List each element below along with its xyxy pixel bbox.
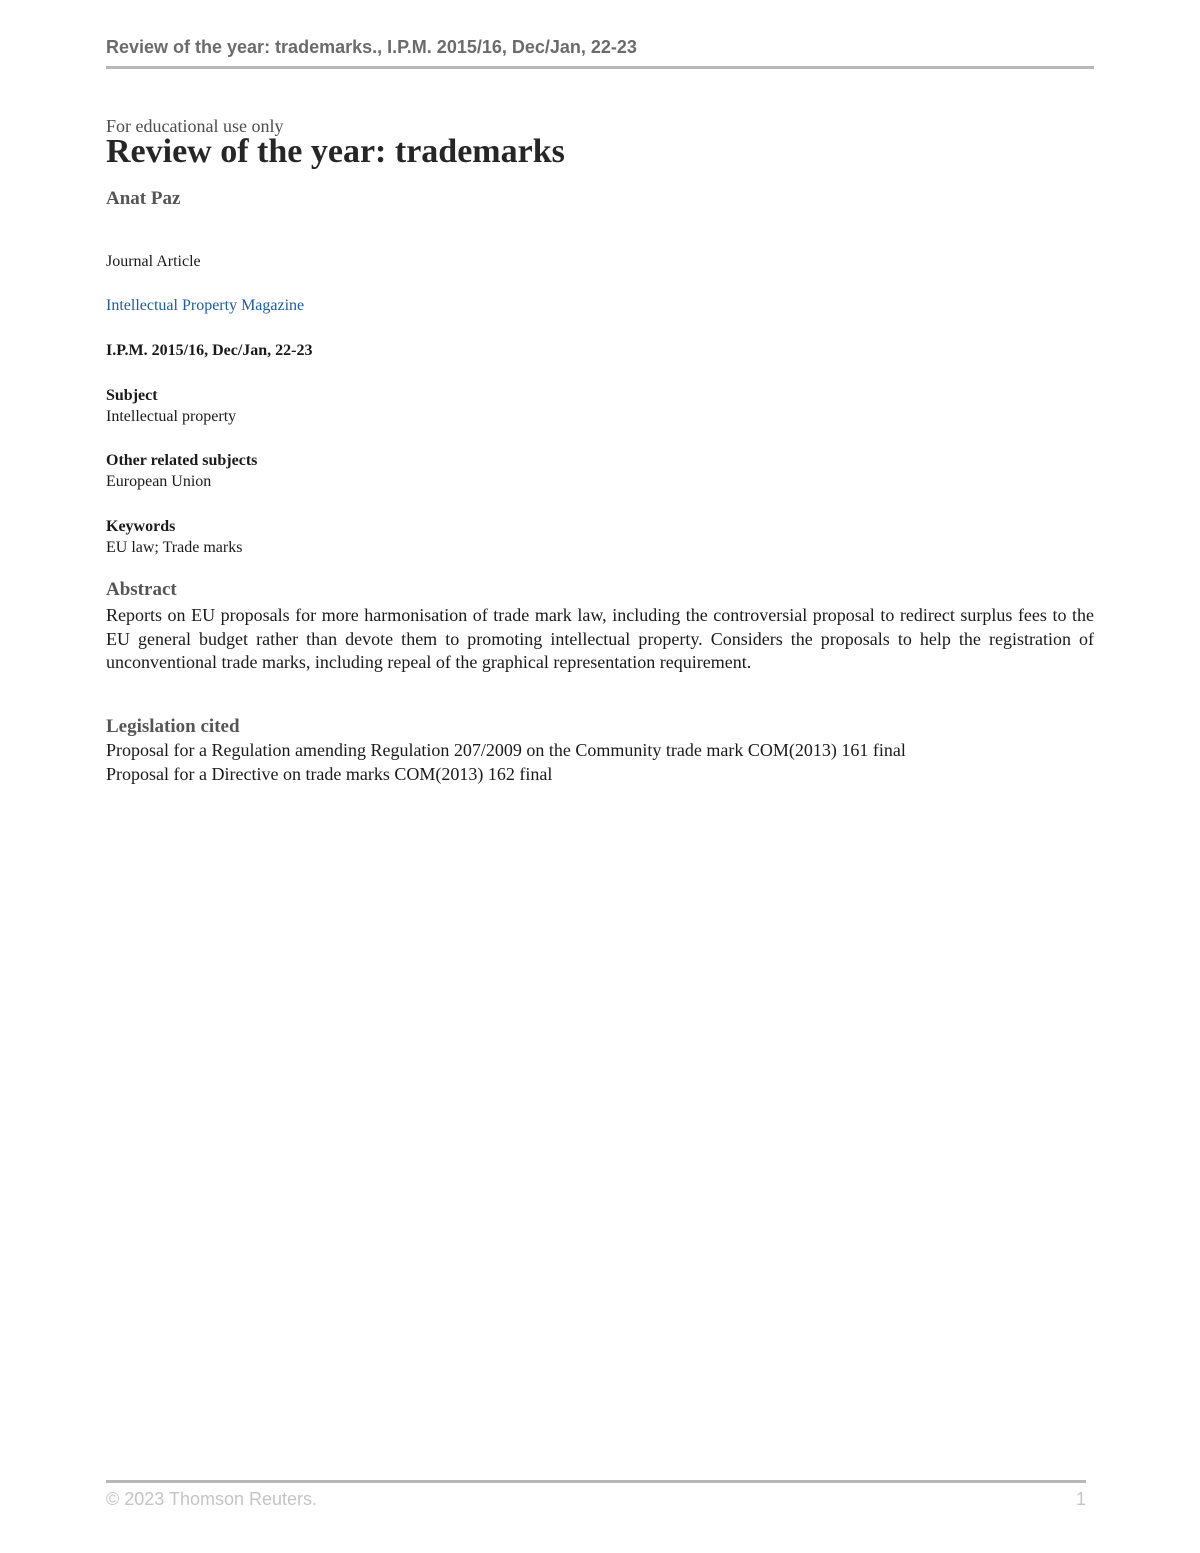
educational-use-notice: For educational use only	[106, 116, 284, 136]
running-header: Review of the year: trademarks., I.P.M. 2015/16, Dec/Jan, 22-23	[106, 37, 637, 57]
journal-link[interactable]: Intellectual Property Magazine	[106, 297, 305, 314]
subject-label: Subject	[106, 387, 158, 404]
legislation-heading: Legislation cited	[106, 716, 240, 737]
footer-divider	[106, 1480, 1086, 1483]
other-subjects-label: Other related subjects	[106, 452, 258, 469]
abstract-text: Reports on EU proposals for more harmonisation of trade mark law, including the controversial proposal to redirect surplus fees to the EU general budget rather than devote them to promoting intellectual property. Considers the proposals to help the registration of unconventional trade marks, including repeal of the graphical representation requirement.	[106, 605, 1094, 672]
document-title: Review of the year: trademarks	[106, 133, 565, 170]
document-type: Journal Article	[106, 253, 201, 270]
legislation-item: Proposal for a Regulation amending Regulation 207/2009 on the Community trade mark COM(2013) 161 final	[106, 740, 906, 760]
author-name: Anat Paz	[106, 188, 181, 209]
header-divider	[106, 66, 1094, 69]
citation: I.P.M. 2015/16, Dec/Jan, 22-23	[106, 342, 313, 359]
abstract-heading: Abstract	[106, 579, 177, 600]
legislation-item: Proposal for a Directive on trade marks COM(2013) 162 final	[106, 764, 553, 784]
subject-value: Intellectual property	[106, 408, 237, 425]
other-subjects-value: European Union	[106, 473, 212, 490]
page-number: 1	[1076, 1489, 1087, 1509]
keywords-label: Keywords	[106, 518, 176, 535]
copyright-notice: © 2023 Thomson Reuters.	[106, 1489, 318, 1509]
keywords-value: EU law; Trade marks	[106, 539, 243, 556]
